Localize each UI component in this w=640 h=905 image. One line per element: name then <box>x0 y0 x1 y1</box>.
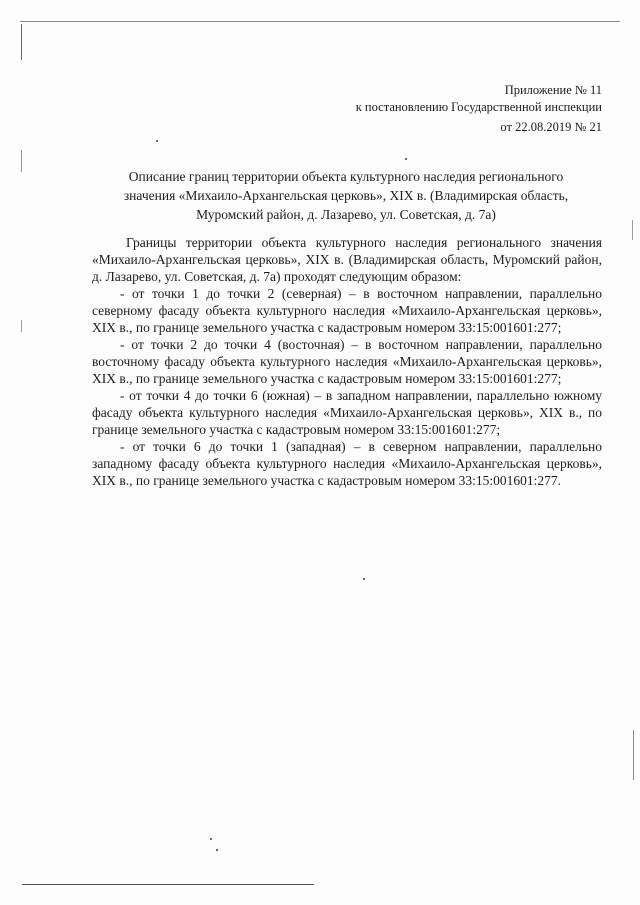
scan-speck <box>405 158 407 160</box>
scan-speck <box>210 838 212 840</box>
scan-edge-left-top <box>21 24 22 60</box>
document-body <box>92 234 602 489</box>
appendix-header <box>356 82 602 116</box>
appendix-reference: к постановлению Государственной инспекции <box>355 100 602 114</box>
scan-edge-top <box>20 21 620 22</box>
scan-edge-left-low <box>21 320 22 332</box>
title-line-3: Муромский район, д. Лазарево, ул. Советская, д. 7а) <box>196 207 496 222</box>
scan-edge-left-mid <box>21 150 22 172</box>
scan-speck <box>216 849 218 851</box>
scan-edge-bottom <box>22 884 314 885</box>
boundary-item-west: - от точки 6 до точки 1 (западная) – в северном направлении, параллельно западному фасаду объекта культурного наследия «Михаило-Архангельская церковь», XIX в., по границе земельного участка с кадастровым номером 33:15:001601:277. <box>92 439 602 488</box>
boundary-item-east: - от точки 2 до точки 4 (восточная) – в восточном направлении, параллельно восточному фасаду объекта культурного наследия «Михаило-Архангельская церковь», XIX в., по границе земельного участка с кадастровым номером 33:15:001601:277; <box>92 337 602 386</box>
title-line-2: значения «Михаило-Архангельская церковь», XIX в. (Владимирская область, <box>123 188 569 203</box>
appendix-date: от 22.08.2019 № 21 <box>500 120 602 134</box>
boundary-item-south: - от точки 4 до точки 6 (южная) – в западном направлении, параллельно южному фасаду объекта культурного наследия «Михаило-Архангельская церковь», XIX в., по границе земельного участка с кадастровым номером 33:15:001601:277; <box>92 388 602 437</box>
document-title <box>86 167 606 224</box>
boundary-item-north: - от точки 1 до точки 2 (северная) – в восточном направлении, параллельно северному фасаду объекта культурного наследия «Михаило-Архангельская церковь», XIX в., по границе земельного участка с кадастровым номером 33:15:001601:277; <box>92 286 602 335</box>
scan-edge-right-top <box>632 220 633 240</box>
intro-paragraph: Границы территории объекта культурного наследия регионального значения «Михаило-Архангельская церковь», XIX в. (Владимирская область, Муромский район, д. Лазарево, ул. Советская, д. 7а) проходят следующим образом: <box>92 235 602 284</box>
scan-edge-right-low <box>633 730 634 780</box>
appendix-number: Приложение № 11 <box>504 83 602 97</box>
scan-speck <box>363 578 365 580</box>
scan-speck <box>156 140 158 142</box>
title-line-1: Описание границ территории объекта культурного наследия регионального <box>128 169 564 184</box>
